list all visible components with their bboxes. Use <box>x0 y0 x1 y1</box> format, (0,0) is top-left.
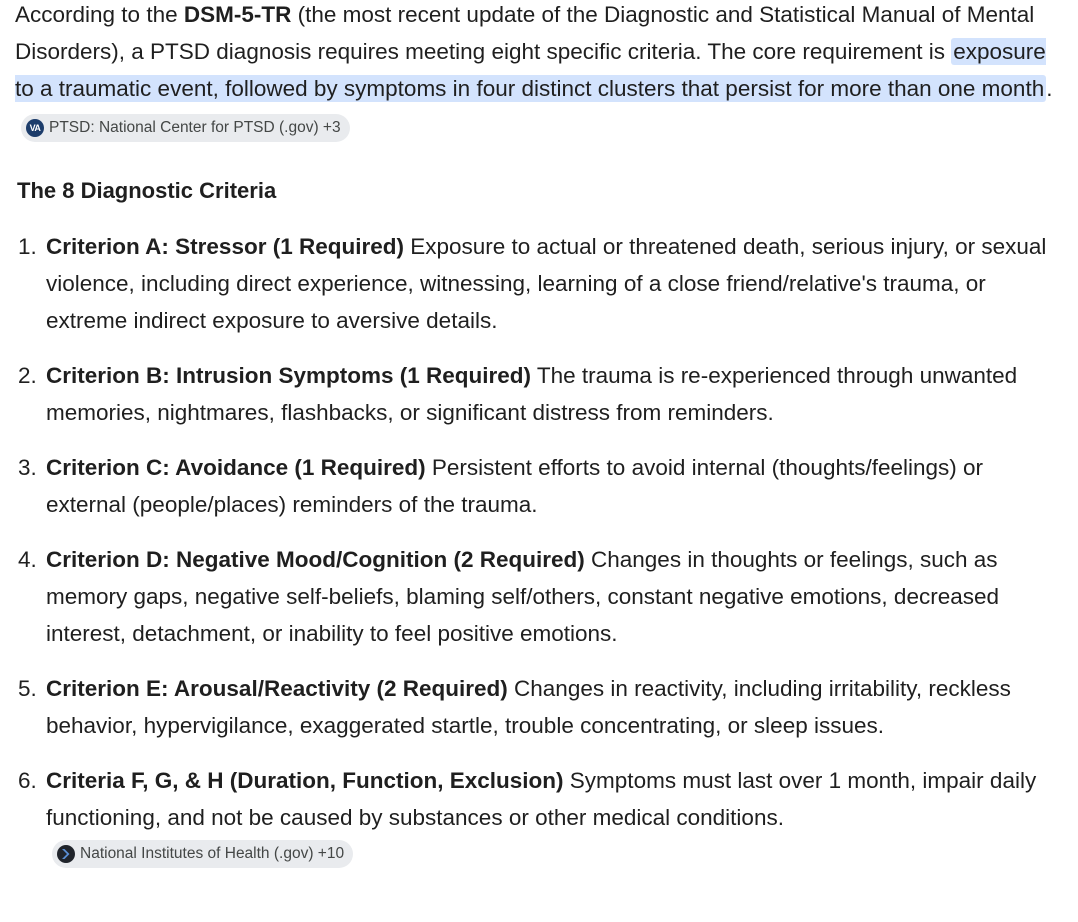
intro-prefix: According to the <box>15 2 184 27</box>
criterion-text: Changes in reactivity, including irritability, reckless behavior, hypervigilance, exaggerated startle, trouble concentrating, or sleep issues. <box>46 676 1011 738</box>
list-number: 6. <box>18 768 37 793</box>
criterion-title: Criterion E: Arousal/Reactivity (2 Required) <box>46 676 508 701</box>
source-chip-label: National Institutes of Health (.gov) +10 <box>80 845 345 862</box>
section-heading: The 8 Diagnostic Criteria <box>17 178 277 203</box>
intro-mid: (the most recent update of the Diagnostic and Statistical Manual of Mental Disorders), a PTSD diagnosis requires meeting eight specific criteria. The core requirement is <box>15 2 1035 64</box>
criterion-title: Criteria F, G, & H (Duration, Function, Exclusion) <box>46 768 564 793</box>
list-item <box>15 357 1055 431</box>
criteria-list <box>15 228 1055 873</box>
list-item <box>15 541 1055 652</box>
criterion-text: Exposure to actual or threatened death, serious injury, or sexual violence, including direct experience, witnessing, learning of a close friend/relative's trauma, or extreme indirect exposure to aversive details. <box>46 234 1047 333</box>
criterion-text: The trauma is re-experienced through unwanted memories, nightmares, flashbacks, or significant distress from reminders. <box>46 363 1018 425</box>
intro-suffix: . <box>1046 76 1053 101</box>
source-chip-va[interactable] <box>21 114 350 142</box>
list-item <box>15 228 1055 339</box>
criterion-title: Criterion D: Negative Mood/Cognition (2 Required) <box>46 547 585 572</box>
criterion-text: Symptoms must last over 1 month, impair daily functioning, and not be caused by substances or other medical conditions. <box>46 768 1037 830</box>
criterion-title: Criterion C: Avoidance (1 Required) <box>46 455 426 480</box>
list-number: 2. <box>18 363 37 388</box>
criterion-title: Criterion A: Stressor (1 Required) <box>46 234 404 259</box>
criterion-text: Changes in thoughts or feelings, such as memory gaps, negative self-beliefs, blaming self/others, constant negative emotions, decreased interest, detachment, or inability to feel positive emotions. <box>46 547 1000 646</box>
source-chip-nih[interactable] <box>52 840 353 868</box>
intro-paragraph <box>15 0 1055 144</box>
list-number: 3. <box>18 455 37 480</box>
criterion-text: Persistent efforts to avoid internal (thoughts/feelings) or external (people/places) reminders of the trauma. <box>46 455 984 517</box>
list-number: 4. <box>18 547 37 572</box>
dsm-term: DSM-5-TR <box>183 2 292 27</box>
nih-logo-icon <box>57 845 75 863</box>
list-number: 5. <box>18 676 37 701</box>
list-item <box>15 670 1055 744</box>
highlighted-text[interactable]: exposure to a traumatic event, followed by symptoms in four distinct clusters that persist for more than one month <box>15 39 1046 101</box>
source-chip-label: PTSD: National Center for PTSD (.gov) +3 <box>49 119 341 136</box>
criterion-title: Criterion B: Intrusion Symptoms (1 Required) <box>46 363 532 388</box>
list-item <box>15 449 1055 523</box>
list-number: 1. <box>18 234 37 259</box>
list-item <box>15 762 1055 873</box>
va-logo-icon: VA <box>26 119 44 137</box>
